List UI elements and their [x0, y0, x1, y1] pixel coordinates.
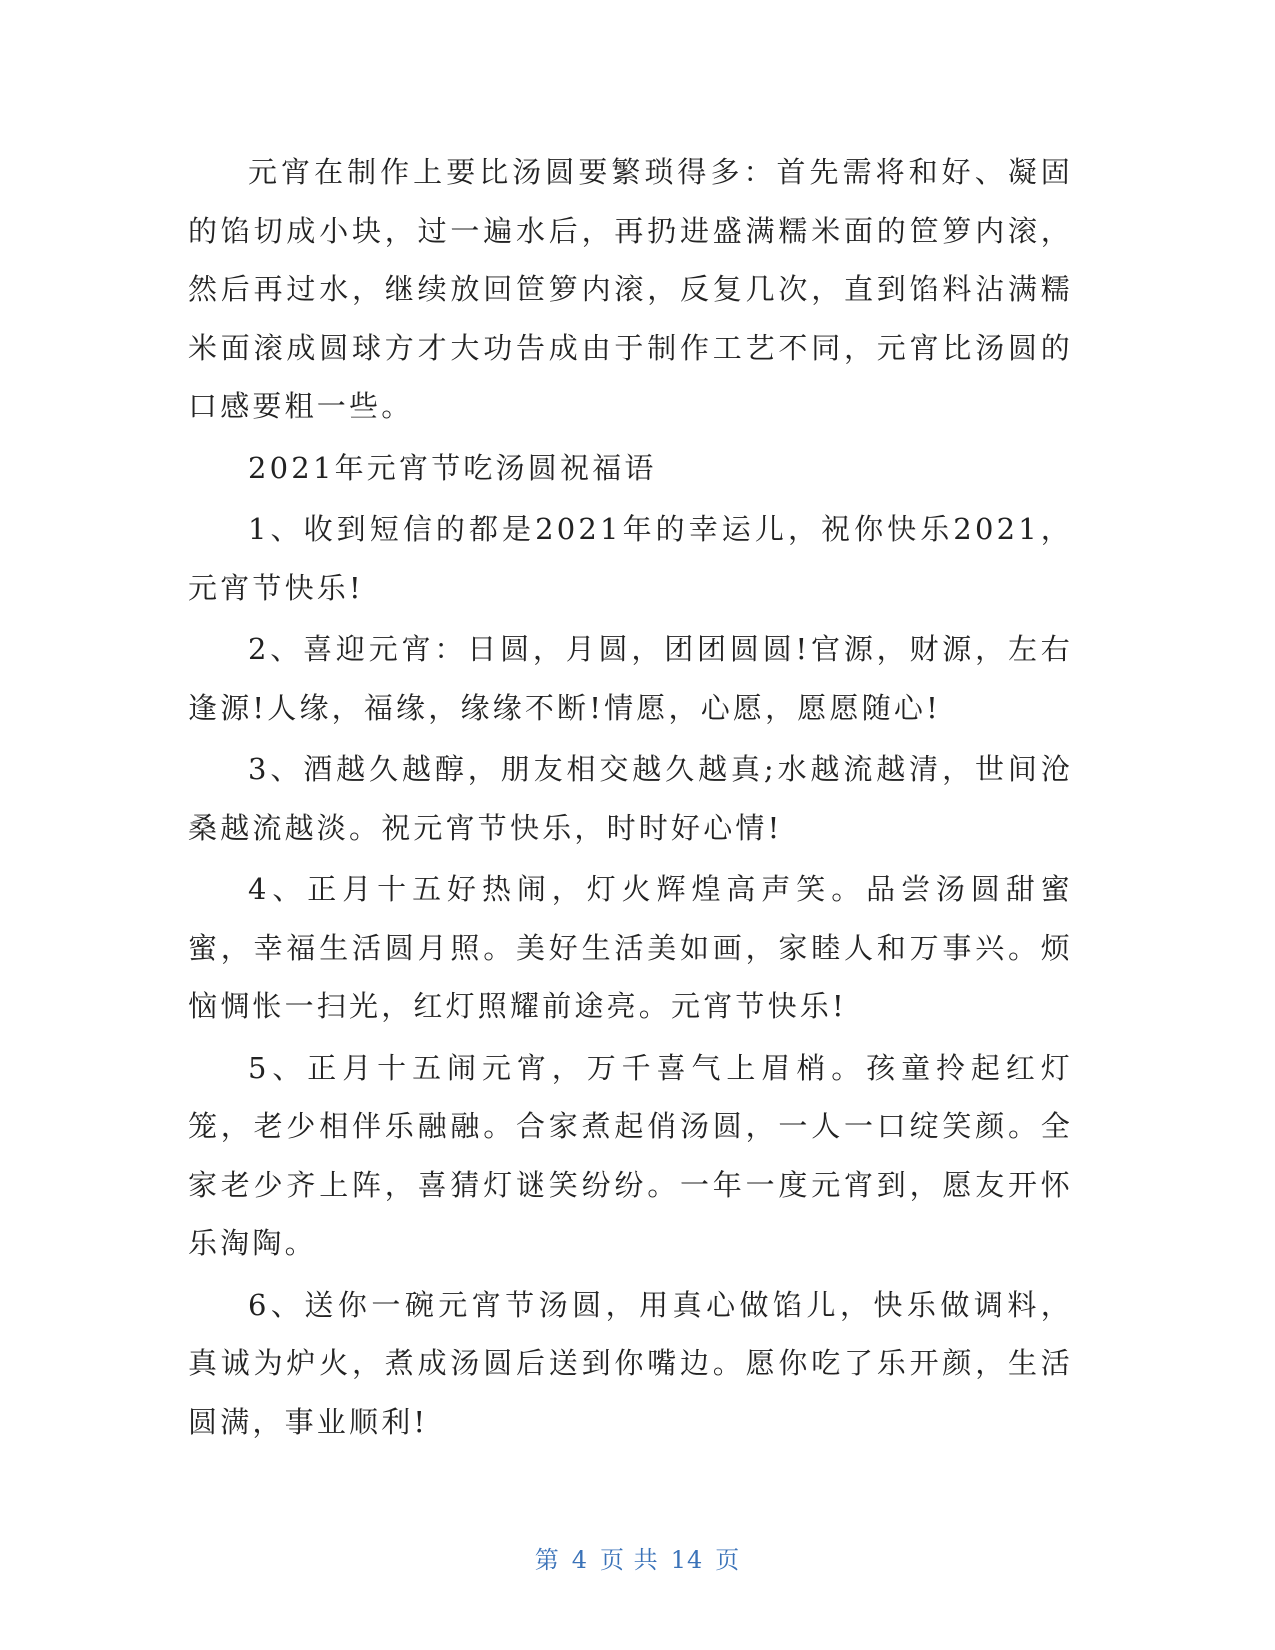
footer-total-pages: 14 [670, 1546, 704, 1574]
blessing-5: 5、正月十五闹元宵，万千喜气上眉梢。孩童拎起红灯笼，老少相伴乐融融。合家煮起俏汤圆，一人一口绽笑颜。全家老少齐上阵，喜猜灯谜笑纷纷。一年一度元宵到，愿友开怀乐淘陶。 [188, 1050, 1073, 1260]
blessing-6: 6、送你一碗元宵节汤圆，用真心做馅儿，快乐做调料，真诚为炉火，煮成汤圆后送到你嘴边。愿你吃了乐开颜，生活圆满，事业顺利! [188, 1287, 1073, 1439]
footer-current-page: 4 [571, 1546, 589, 1574]
section-heading: 2021年元宵节吃汤圆祝福语 [248, 450, 657, 485]
blessing-3: 3、酒越久越醇，朋友相交越久越真;水越流越清，世间沧桑越流越淡。祝元宵节快乐，时时好心情! [188, 752, 1073, 845]
footer-suffix: 页 [715, 1546, 741, 1574]
blessing-1: 1、收到短信的都是2021年的幸运儿，祝你快乐2021，元宵节快乐! [188, 512, 1073, 605]
footer-middle: 页 共 [600, 1546, 659, 1574]
paragraph-yuanxiao-making: 元宵在制作上要比汤圆要繁琐得多：首先需将和好、凝固的馅切成小块，过一遍水后，再扔进盛满糯米面的笸箩内滚，然后再过水，继续放回笸箩内滚，反复几次，直到馅料沾满糯米面滚成圆球方才大功告成由于制作工艺不同，元宵比汤圆的口感要粗一些。 [188, 155, 1073, 423]
document-body [188, 143, 1073, 1454]
page-footer [0, 1540, 1275, 1575]
footer-prefix: 第 [534, 1546, 560, 1574]
blessing-2: 2、喜迎元宵：日圆，月圆，团团圆圆!官源，财源，左右逢源!人缘，福缘，缘缘不断!情愿，心愿，愿愿随心! [188, 632, 1073, 725]
blessing-4: 4、正月十五好热闹，灯火辉煌高声笑。品尝汤圆甜蜜蜜，幸福生活圆月照。美好生活美如画，家睦人和万事兴。烦恼惆怅一扫光，红灯照耀前途亮。元宵节快乐! [188, 872, 1073, 1023]
